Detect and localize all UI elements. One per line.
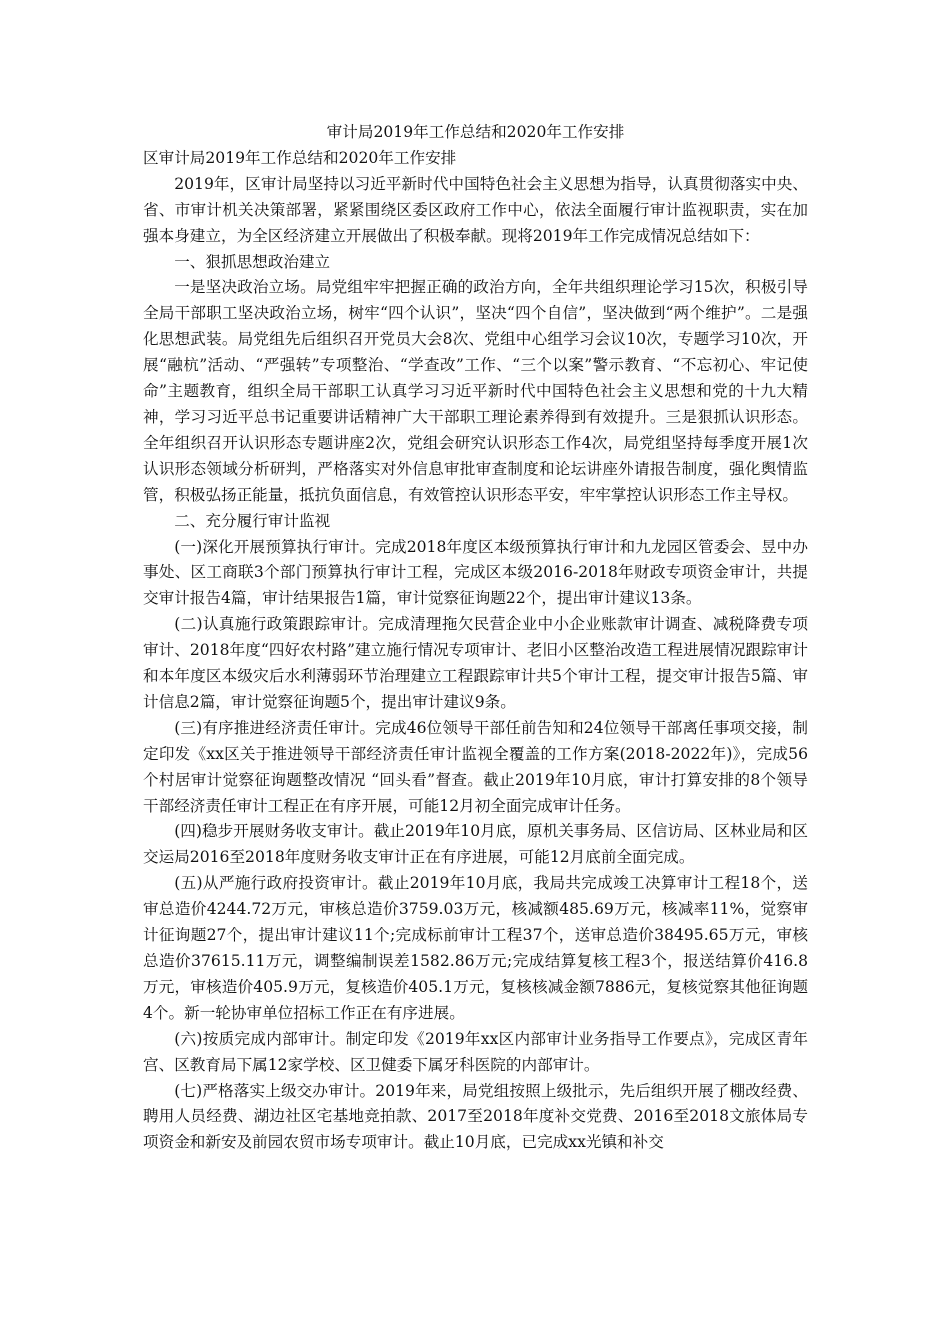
section-heading-1: 一、狠抓思想政治建立: [174, 252, 331, 271]
body-paragraph: (一)深化开展预算执行审计。完成2018年度区本级预算执行审计和九龙园区管委会、昱中办事处、区工商联3个部门预算执行审计工程，完成区本级2016-2018年财政专项资金审计，共提交审计报告4篇，审计结果报告1篇，审计觉察征询题22个，提出审计建议13条。: [143, 537, 808, 608]
body-paragraph: (七)严格落实上级交办审计。2019年来，局党组按照上级批示，先后组织开展了棚改经费、聘用人员经费、湖边社区宅基地竞拍款、2017至2018年度补交党费、2016至2018文旅体局专项资金和新安及前园农贸市场专项审计。截止10月底，已完成xx光镇和补交: [143, 1081, 808, 1152]
intro-paragraph: 2019年，区审计局坚持以习近平新时代中国特色社会主义思想为指导，认真贯彻落实中央、省、市审计机关决策部署，紧紧围绕区委区政府工作中心，依法全面履行审计监视职责，实在加强本身建立，为全区经济建立开展做出了积极奉献。现将2019年工作完成情况总结如下：: [143, 174, 808, 245]
body-paragraph: (二)认真施行政策跟踪审计。完成清理拖欠民营企业中小企业账款审计调查、减税降费专项审计、2018年度“四好农村路”建立施行情况专项审计、老旧小区整治改造工程进展情况跟踪审计和本年度区本级灾后水利薄弱环节治理建立工程跟踪审计共5个审计工程，提交审计报告5篇、审计信息2篇，审计觉察征询题5个，提出审计建议9条。: [143, 615, 808, 711]
body-paragraph: 一是坚决政治立场。局党组牢牢把握正确的政治方向，全年共组织理论学习15次，积极引导全局干部职工坚决政治立场，树牢“四个认识”，坚决“四个自信”，坚决做到“两个维护”。二是强化思想武装。局党组先后组织召开党员大会8次、党组中心组学习会议10次，专题学习10次，开展“融杭”活动、“严强转”专项整治、“学查改”工作、“三个以案”警示教育、“不忘初心、牢记使命”主题教育，组织全局干部职工认真学习习近平新时代中国特色社会主义思想和党的十九大精神，学习习近平总书记重要讲话精神广大干部职工理论素养得到有效提升。三是狠抓认识形态。全年组织召开认识形态专题讲座2次，党组会研究认识形态工作4次，局党组坚持每季度开展1次认识形态领域分析研判，严格落实对外信息审批审查制度和论坛讲座外请报告制度，强化舆情监管，积极弘扬正能量，抵抗负面信息，有效管控认识形态平安，牢牢掌控认识形态工作主导权。: [143, 278, 808, 504]
document-subtitle: 区审计局2019年工作总结和2020年工作安排: [143, 148, 457, 167]
body-paragraph: (六)按质完成内部审计。制定印发《2019年xx区内部审计业务指导工作要点》，完成区青年宫、区教育局下属12家学校、区卫健委下属牙科医院的内部审计。: [143, 1029, 808, 1074]
body-paragraph: (三)有序推进经济责任审计。完成46位领导干部任前告知和24位领导干部离任事项交接，制定印发《xx区关于推进领导干部经济责任审计监视全覆盖的工作方案(2018-2022年)》，完成56个村居审计觉察征询题整改情况 “回头看”督查。截止2019年10月底，审计打算安排的8个领导干部经济责任审计工程正在有序开展，可能12月初全面完成审计任务。: [143, 718, 808, 815]
section-heading-2: 二、充分履行审计监视: [174, 511, 331, 530]
document-title: 审计局2019年工作总结和2020年工作安排: [326, 123, 625, 141]
body-paragraph: (五)从严施行政府投资审计。截止2019年10月底，我局共完成竣工决算审计工程18个，送审总造价4244.72万元，审核总造价3759.03万元，核减额485.69万元，核减率11%，觉察审计征询题27个，提出审计建议11个;完成标前审计工程37个，送审总造价38495.65万元，审核总造价37615.11万元，调整编制误差1582.86万元;完成结算复核工程3个，报送结算价416.8万元，审核造价405.9万元，复核造价405.1万元，复核核减金额7886元，复核觉察其他征询题4个。新一轮协审单位招标工作正在有序进展。: [143, 874, 808, 1022]
document-page: [143, 120, 808, 1156]
body-paragraph: (四)稳步开展财务收支审计。截止2019年10月底，原机关事务局、区信访局、区林业局和区交运局2016至2018年度财务收支审计正在有序进展，可能12月底前全面完成。: [143, 822, 808, 867]
